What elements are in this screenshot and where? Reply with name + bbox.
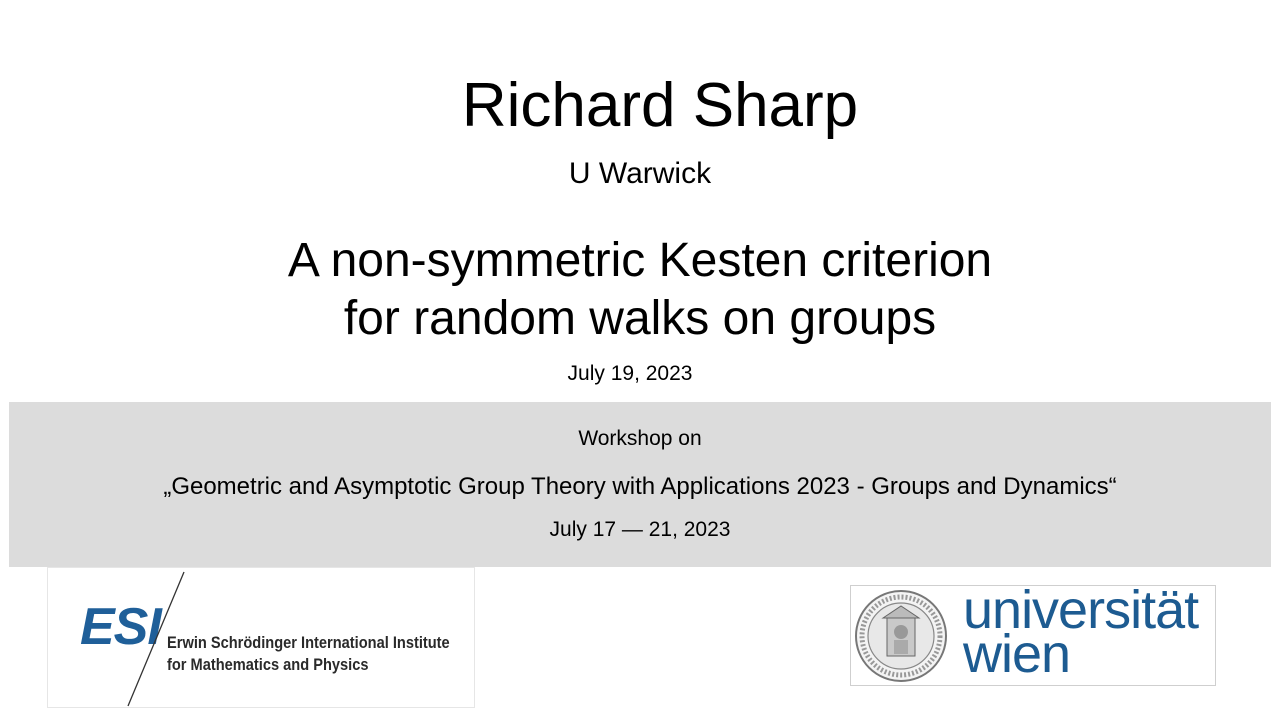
uni-wordmark-line-2: wien bbox=[963, 624, 1071, 684]
workshop-dates: July 17 — 21, 2023 bbox=[549, 518, 731, 541]
university-of-vienna-logo bbox=[850, 580, 1216, 686]
esi-logo bbox=[47, 567, 475, 708]
workshop-banner bbox=[9, 402, 1271, 567]
talk-date: July 19, 2023 bbox=[567, 362, 693, 385]
talk-title bbox=[190, 232, 1090, 348]
workshop-name: „Geometric and Asymptotic Group Theory with Applications 2023 - Groups and Dynamics“ bbox=[163, 473, 1117, 500]
university-seal-icon bbox=[853, 588, 949, 684]
uni-wordmark-line-1: universität bbox=[963, 580, 1199, 640]
speaker-affiliation: U Warwick bbox=[568, 157, 712, 190]
esi-mark: ESI bbox=[80, 598, 161, 656]
workshop-label: Workshop on bbox=[578, 427, 702, 450]
esi-name-line-1: Erwin Schrödinger International Institute bbox=[167, 633, 450, 652]
esi-name-line-2: for Mathematics and Physics bbox=[167, 655, 369, 674]
speaker-name: Richard Sharp bbox=[461, 71, 859, 140]
talk-title-line-1: A non-symmetric Kesten criterion bbox=[287, 234, 993, 287]
talk-title-line-2: for random walks on groups bbox=[343, 292, 937, 345]
